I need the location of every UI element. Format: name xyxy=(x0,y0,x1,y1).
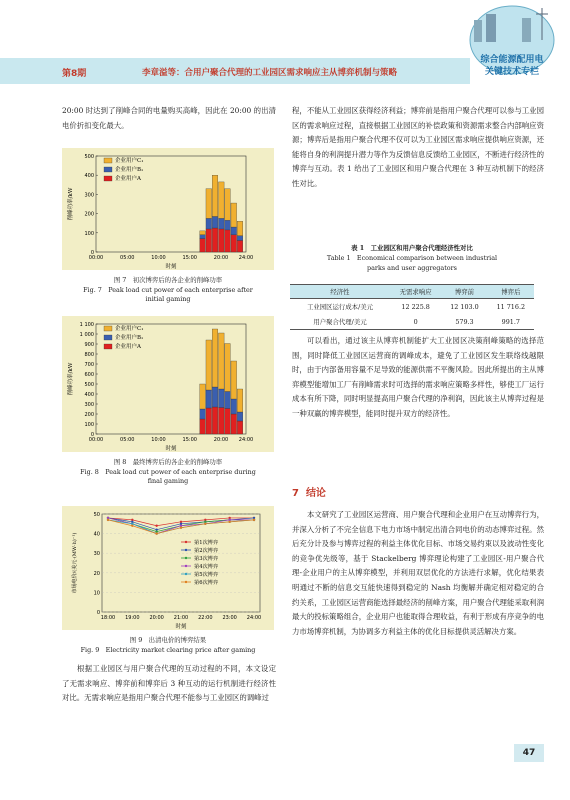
left-bottom-paragraph: 根据工业园区与用户聚合代理的互动过程的不同，本文设定了无需求响应、博弈前和博弈后 3 种互动的运行机制进行经济性对比。无需求响应是指用户聚合代理不能参与工业园区的调峰过 xyxy=(62,664,276,703)
bar xyxy=(200,231,206,235)
x-axis-label: 时刻 xyxy=(175,624,187,630)
x-tick-label: 18:00 xyxy=(100,615,116,621)
y-tick-label: 100 xyxy=(84,230,94,237)
bar xyxy=(206,229,212,252)
left-top-paragraph: 20:00 时达到了削峰合同的电量购买高峰，因此在 20:00 的出清电价折扣变化最大。 xyxy=(62,106,276,130)
y-tick-label: 200 xyxy=(84,211,94,218)
legend-label: 企业用户B₁ xyxy=(115,335,144,341)
bar xyxy=(200,409,206,419)
x-tick-label: 24:00 xyxy=(246,615,262,621)
conclusion-paragraph: 本文研究了工业园区运营商、用户聚合代理和企业用户在互动博弈行为，并深入分析了不完全信息下电力市场中制定出清合同电价的动态博弈过程。然后充分计及参与博弈过程的利益主体优化目标、市场交易约束以及波动性变化的竞争优先级等，基于 Stackelberg 博弈理论构建了工业园区-用户聚合代理-企业用户的主从博弈模型，并利用双层优化的方法进行求解，优化结果表明通过不断的信息交互能快速得到稳定的 Nash 均衡解并确定相对稳定的合约关系，工业园区运营商能选择最经济的削峰方案，用户聚合代理能采取利润最大的投标策略组合，企业用户也能取得合理收益，有利于形成有序竞争的电力市场博弈机制，为协调多方利益主体的优化目标提供灵活解决方案。 xyxy=(292,510,544,636)
bar xyxy=(237,421,243,434)
fig8-caption-en-1: Fig. 8 Peak load cut power of each enterprise during xyxy=(80,468,256,476)
x-tick-label: 24:00 xyxy=(238,255,254,261)
y-tick-label: 200 xyxy=(84,412,94,418)
y-axis-label: 削峰功率/kW xyxy=(68,187,74,221)
table-cell: 12 103.0 xyxy=(450,302,479,311)
legend-label: 第6次博弈 xyxy=(194,580,219,586)
legend-label: 第4次博弈 xyxy=(194,564,219,570)
bar xyxy=(237,240,243,252)
table-header: 博弈后 xyxy=(488,285,534,299)
table-cell: 11 716.2 xyxy=(496,302,526,311)
data-point xyxy=(155,525,157,527)
fig7-caption-en-2: initial gaming xyxy=(145,295,191,303)
column-logo-line2: 关键技术专栏 xyxy=(484,67,540,77)
fig8-panel xyxy=(62,316,274,452)
x-tick-label: 00:00 xyxy=(88,255,104,261)
bar xyxy=(200,419,206,434)
x-tick-label: 21:00 xyxy=(173,615,189,621)
bar xyxy=(237,221,243,235)
legend-marker xyxy=(185,573,187,575)
bar xyxy=(218,333,224,389)
y-tick-label: 500 xyxy=(84,382,94,388)
legend-label: 第5次博弈 xyxy=(194,572,219,578)
y-tick-label: 800 xyxy=(84,352,94,358)
fig9-panel xyxy=(62,506,274,630)
x-tick-label: 20:00 xyxy=(213,255,229,261)
page-number: 47 xyxy=(514,744,544,762)
fig7-chart xyxy=(62,148,274,270)
bar xyxy=(237,236,243,241)
table-cell: 991.7 xyxy=(488,314,534,330)
bar xyxy=(231,235,237,252)
y-tick-label: 700 xyxy=(84,362,94,368)
y-tick-label: 50 xyxy=(93,512,100,518)
legend-label: 企业用户B₁ xyxy=(115,167,144,173)
y-tick-label: 10 xyxy=(93,590,100,597)
y-tick-label: 0 xyxy=(90,250,94,256)
bar xyxy=(218,229,224,252)
column-logo-line1: 综合能源配用电 xyxy=(480,55,544,65)
fig9-caption-en: Fig. 9 Electricity market clearing price after gaming xyxy=(80,646,256,654)
legend-swatch xyxy=(104,326,112,331)
table-cell: 用户聚合代理/美元 xyxy=(290,314,390,330)
table1-caption-en-2: parks and user aggregators xyxy=(367,264,457,272)
data-point xyxy=(131,525,133,527)
y-axis-label: 削峰功率/kW xyxy=(68,362,74,396)
bar xyxy=(237,389,243,412)
legend-marker xyxy=(185,557,187,559)
running-title: 李章溢等：合用户聚合代理的工业园区需求响应主从博弈机制与策略 xyxy=(142,68,398,78)
y-tick-label: 40 xyxy=(93,531,100,538)
y-tick-label: 300 xyxy=(84,402,94,408)
x-tick-label: 15:00 xyxy=(182,437,197,443)
table-cell: 579.3 xyxy=(441,314,487,330)
bar xyxy=(225,189,231,221)
bar xyxy=(231,361,237,399)
section-number: 7 xyxy=(292,488,299,499)
legend-swatch xyxy=(104,176,112,181)
legend-label: 第1次博弈 xyxy=(194,540,219,546)
bar xyxy=(218,218,224,229)
issue-number: 第8期 xyxy=(62,69,87,79)
x-tick-label: 10:00 xyxy=(151,255,166,261)
y-tick-label: 400 xyxy=(84,173,94,180)
right-mid-paragraph: 可以看出，通过该主从博弈机制能扩大工业园区决策削峰策略的选择范围，同时降低工业园区运营商的调峰成本，避免了工业园区发生联络线越限时，由于内部备用容量不足导致的能源供需不平衡风险。因此所提出的主从博弈模型能增加工厂有削峰需求时可选择的需求响应策略多样性，够使工厂运行成本有所下降，同时明显提高用户聚合代理的净利润，因此该主从博弈过程是一种双赢的博弈模型，能同时提升双方的经济性。 xyxy=(292,336,544,418)
column-logo xyxy=(452,0,570,90)
bar xyxy=(212,175,218,216)
bar xyxy=(231,399,237,414)
bar xyxy=(225,220,231,230)
table-header-row xyxy=(290,285,534,299)
bar xyxy=(212,216,218,228)
bar xyxy=(206,189,212,219)
x-tick-label: 19:00 xyxy=(125,615,140,621)
fig8-caption-cn: 图 8 最终博弈后的各企业的削峰功率 xyxy=(113,458,223,466)
x-axis-label: 时刻 xyxy=(165,264,177,270)
fig8-chart xyxy=(62,316,274,452)
section-title: 结论 xyxy=(305,488,326,499)
legend-swatch xyxy=(104,335,112,340)
data-point xyxy=(180,527,182,529)
y-tick-label: 30 xyxy=(93,551,100,558)
x-tick-label: 20:00 xyxy=(149,615,164,621)
table-header: 博弈前 xyxy=(441,285,487,299)
data-point xyxy=(155,532,157,534)
y-tick-label: 500 xyxy=(84,154,94,160)
bar xyxy=(206,218,212,229)
table1-caption-cn: 表 1 工业园区和用户聚合代理经济性对比 xyxy=(351,244,473,252)
y-tick-label: 0 xyxy=(90,432,94,438)
table-cell: 12 225.8 xyxy=(401,302,430,311)
bar xyxy=(200,384,206,409)
table-header: 经济性 xyxy=(290,285,390,299)
bar xyxy=(218,408,224,435)
bar xyxy=(231,414,237,434)
x-tick-label: 10:00 xyxy=(151,437,166,443)
right-top-paragraph: 程，不能从工业园区获得经济利益；博弈前是指用户聚合代理可以参与工业园区的需求响应过程，直接根据工业园区的补偿政策和资源需求整合内部响应资源；博弈后是指用户聚合代理不仅可以为工业园区需求响应提供响应资源，还能将自身的利润提升潜力等作为反馈信息反馈给工业园区，不断进行经济性的博弈与互动。表 1 给出了工业园区和用户聚合代理在 3 种互动机制下的经济性对比。 xyxy=(292,106,544,188)
legend-swatch xyxy=(104,344,112,349)
fig7-caption-en-1: Fig. 7 Peak load cut power of each enterprise after xyxy=(83,286,253,294)
bar xyxy=(231,203,237,227)
y-tick-label: 300 xyxy=(84,192,94,199)
fig9-chart xyxy=(62,506,274,630)
y-tick-label: 100 xyxy=(84,422,94,428)
legend-swatch xyxy=(104,158,112,163)
bar xyxy=(200,235,206,239)
section-heading xyxy=(292,484,326,499)
legend-label: 第2次博弈 xyxy=(194,548,219,554)
table1 xyxy=(290,284,534,330)
bar xyxy=(206,408,212,434)
legend-label: 企业用户A xyxy=(115,176,141,182)
bar xyxy=(225,344,231,392)
y-tick-label: 900 xyxy=(84,342,94,348)
x-tick-label: 15:00 xyxy=(182,255,197,261)
bar xyxy=(200,239,206,252)
bar xyxy=(212,228,218,252)
bar xyxy=(218,182,224,218)
y-tick-label: 400 xyxy=(84,392,94,398)
legend-marker xyxy=(185,549,187,551)
fig8-caption-en-2: final gaming xyxy=(147,477,189,485)
legend-label: 企业用户C₁ xyxy=(115,158,144,164)
bar xyxy=(206,340,212,390)
bar xyxy=(218,389,224,408)
y-tick-label: 1 000 xyxy=(79,332,94,338)
bar xyxy=(225,230,231,252)
table-header: 无需求响应 xyxy=(390,285,441,299)
bar xyxy=(225,409,231,435)
x-axis-label: 时刻 xyxy=(165,446,177,452)
bar xyxy=(206,390,212,408)
y-axis-label: 市场电价/(美元·(MW·h)⁻¹) xyxy=(72,532,78,594)
legend-marker xyxy=(185,565,187,567)
bar xyxy=(231,227,237,235)
bar xyxy=(212,407,218,434)
x-tick-label: 05:00 xyxy=(120,255,135,261)
fig9-caption-cn: 图 9 出清电价的博弈结果 xyxy=(129,636,207,644)
x-tick-label: 24:00 xyxy=(238,437,254,443)
data-point xyxy=(204,523,206,525)
legend-label: 企业用户A xyxy=(115,344,141,350)
y-tick-label: 20 xyxy=(93,570,100,577)
legend-label: 第3次博弈 xyxy=(194,556,219,562)
bar xyxy=(237,412,243,421)
y-tick-label: 0 xyxy=(96,610,100,616)
table-row xyxy=(290,314,534,330)
fig7-caption-cn: 图 7 初次博弈后的各企业的削峰功率 xyxy=(113,276,223,284)
legend-marker xyxy=(185,541,187,543)
y-tick-label: 600 xyxy=(84,372,94,378)
legend-swatch xyxy=(104,167,112,172)
data-point xyxy=(228,521,230,523)
x-tick-label: 20:00 xyxy=(213,437,229,443)
legend-label: 企业用户C₁ xyxy=(115,326,144,332)
data-point xyxy=(253,519,255,521)
bar xyxy=(225,392,231,409)
bar xyxy=(212,329,218,387)
y-tick-label: 1 100 xyxy=(79,322,94,328)
x-tick-label: 00:00 xyxy=(88,437,104,443)
x-tick-label: 05:00 xyxy=(120,437,135,443)
table-row xyxy=(290,299,534,315)
legend-marker xyxy=(185,581,187,583)
x-tick-label: 23:00 xyxy=(222,615,237,621)
table1-caption-en-1: Table 1 Economical comparison between industrial xyxy=(326,254,498,262)
bar xyxy=(212,387,218,407)
x-tick-label: 22:00 xyxy=(198,615,213,621)
table-cell: 0 xyxy=(390,314,441,330)
fig7-panel xyxy=(62,148,274,270)
data-point xyxy=(107,519,109,521)
table-cell: 工业园区运行成本/美元 xyxy=(306,303,374,311)
